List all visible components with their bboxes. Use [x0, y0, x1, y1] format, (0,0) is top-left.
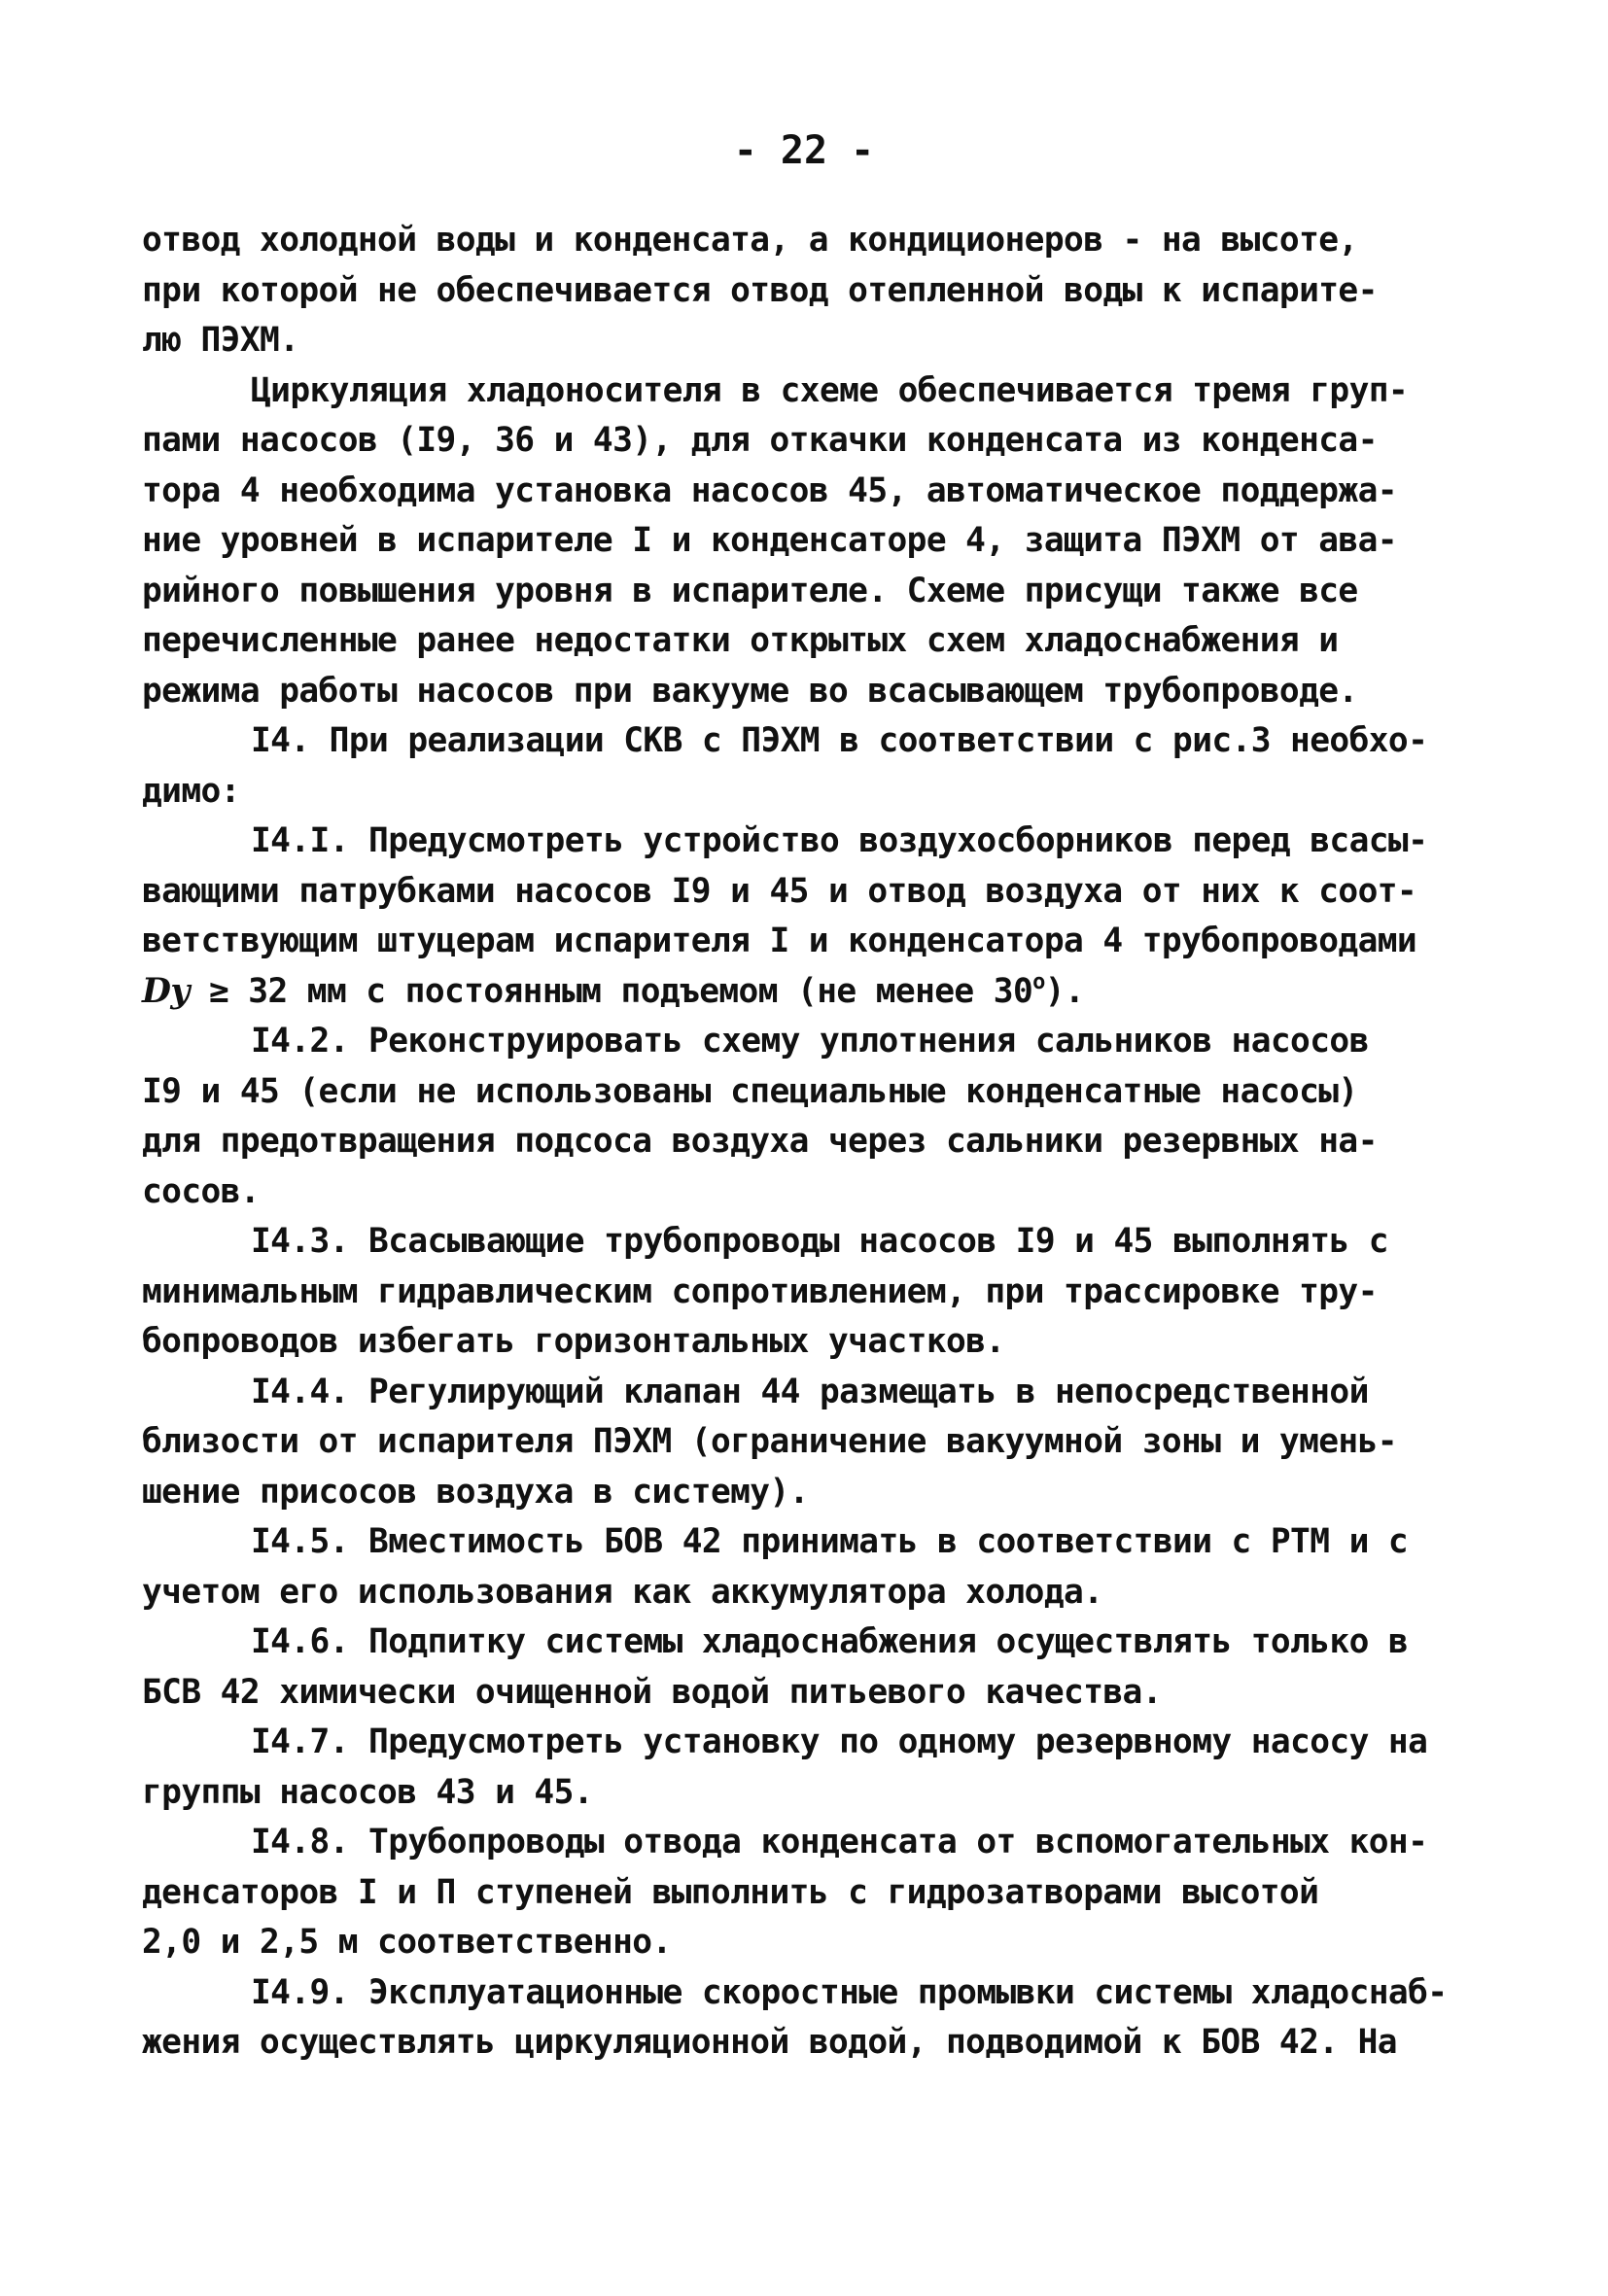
text-line: денсаторов I и П ступеней выполнить с гидрозатворами высотой: [142, 1872, 1319, 1912]
item-14-9-line: I4.9. Эксплуатационные скоростные промывки системы хладоснаб-: [251, 1972, 1448, 2012]
text-line: сосов.: [142, 1171, 261, 1211]
item-14-5-line: I4.5. Вместимость БОВ 42 принимать в соответствии с РТМ и с: [251, 1522, 1409, 1561]
diameter-symbol: Dy: [142, 971, 190, 1011]
item-14-8-line: I4.8. Трубопроводы отвода конденсата от вспомогательных кон-: [251, 1823, 1428, 1861]
text-line: I9 и 45 (если не использованы специальные конденсатные насосы): [142, 1071, 1358, 1111]
text-line: перечисленные ранее недостатки открытых схем хладоснабжения и: [142, 621, 1339, 660]
item-14-2-line: I4.2. Реконструировать схему уплотнения сальников насосов: [251, 1022, 1369, 1061]
item-14-4-line: I4.4. Регулирующий клапан 44 размещать в непосредственной: [251, 1372, 1369, 1411]
text-line: лю ПЭХМ.: [142, 321, 299, 360]
section-14-heading-line: I4. При реализации СКВ с ПЭХМ в соответствии с рис.3 необхо-: [251, 721, 1428, 760]
formula-text: ≥ 32 мм с постоянным подъемом (не менее 30: [208, 971, 1033, 1011]
text-line: близости от испарителя ПЭХМ (ограничение вакуумной зоны и умень-: [142, 1422, 1397, 1461]
text-line: минимальным гидравлическим сопротивлением, при трассировке тру-: [142, 1271, 1378, 1311]
text-line: при которой не обеспечивается отвод отепленной воды к испарите-: [142, 270, 1378, 310]
text-line: ветствующим штуцерам испарителя I и конденсатора 4 трубопроводами: [142, 922, 1417, 960]
text-line: димо:: [142, 771, 240, 811]
body-text: [142, 216, 1464, 2069]
text-line: группы насосов 43 и 45.: [142, 1772, 593, 1812]
item-14-3-line: I4.3. Всасывающие трубопроводы насосов I9 и 45 выполнять с: [251, 1222, 1388, 1261]
page-number: - 22 -: [733, 128, 875, 173]
text-line: ние уровней в испарителе I и конденсаторе 4, защита ПЭХМ от ава-: [142, 521, 1397, 560]
formula-tail: ).: [1044, 971, 1085, 1011]
text-line: рийного повышения уровня в испарителе. Схеме присущи также все: [142, 571, 1358, 610]
text-line: учетом его использования как аккумулятора холода.: [142, 1572, 1103, 1612]
text-line: 2,0 и 2,5 м соответственно.: [142, 1923, 672, 1962]
text-line: тора 4 необходима установка насосов 45, автоматическое поддержа-: [142, 470, 1397, 510]
paragraph-start-line: Циркуляция хладоносителя в схеме обеспечивается тремя груп-: [251, 370, 1409, 410]
text-line: режима работы насосов при вакууме во всасывающем трубопроводе.: [142, 671, 1358, 711]
item-14-1-line: I4.I. Предусмотреть устройство воздухосборников перед всасы-: [251, 821, 1428, 860]
item-14-7-line: I4.7. Предусмотреть установку по одному резервному насосу на: [251, 1722, 1428, 1761]
formula-line: [142, 967, 1464, 1018]
text-line: шение присосов воздуха в систему).: [142, 1472, 809, 1512]
text-line: пами насосов (I9, 36 и 43), для откачки конденсата из конденса-: [142, 421, 1378, 460]
text-line: для предотвращения подсоса воздуха через сальники резервных на-: [142, 1122, 1378, 1161]
item-14-6-line: I4.6. Подпитку системы хладоснабжения осуществлять только в: [251, 1622, 1409, 1661]
degree-superscript: о: [1032, 969, 1045, 994]
text-line: вающими патрубками насосов I9 и 45 и отвод воздуха от них к соот-: [142, 871, 1417, 911]
text-line: БСВ 42 химически очищенной водой питьевого качества.: [142, 1672, 1162, 1712]
text-line: жения осуществлять циркуляционной водой, подводимой к БОВ 42. На: [142, 2023, 1397, 2062]
text-line: отвод холодной воды и конденсата, а кондиционеров - на высоте,: [142, 221, 1358, 260]
text-line: бопроводов избегать горизонтальных участков.: [142, 1322, 1005, 1361]
